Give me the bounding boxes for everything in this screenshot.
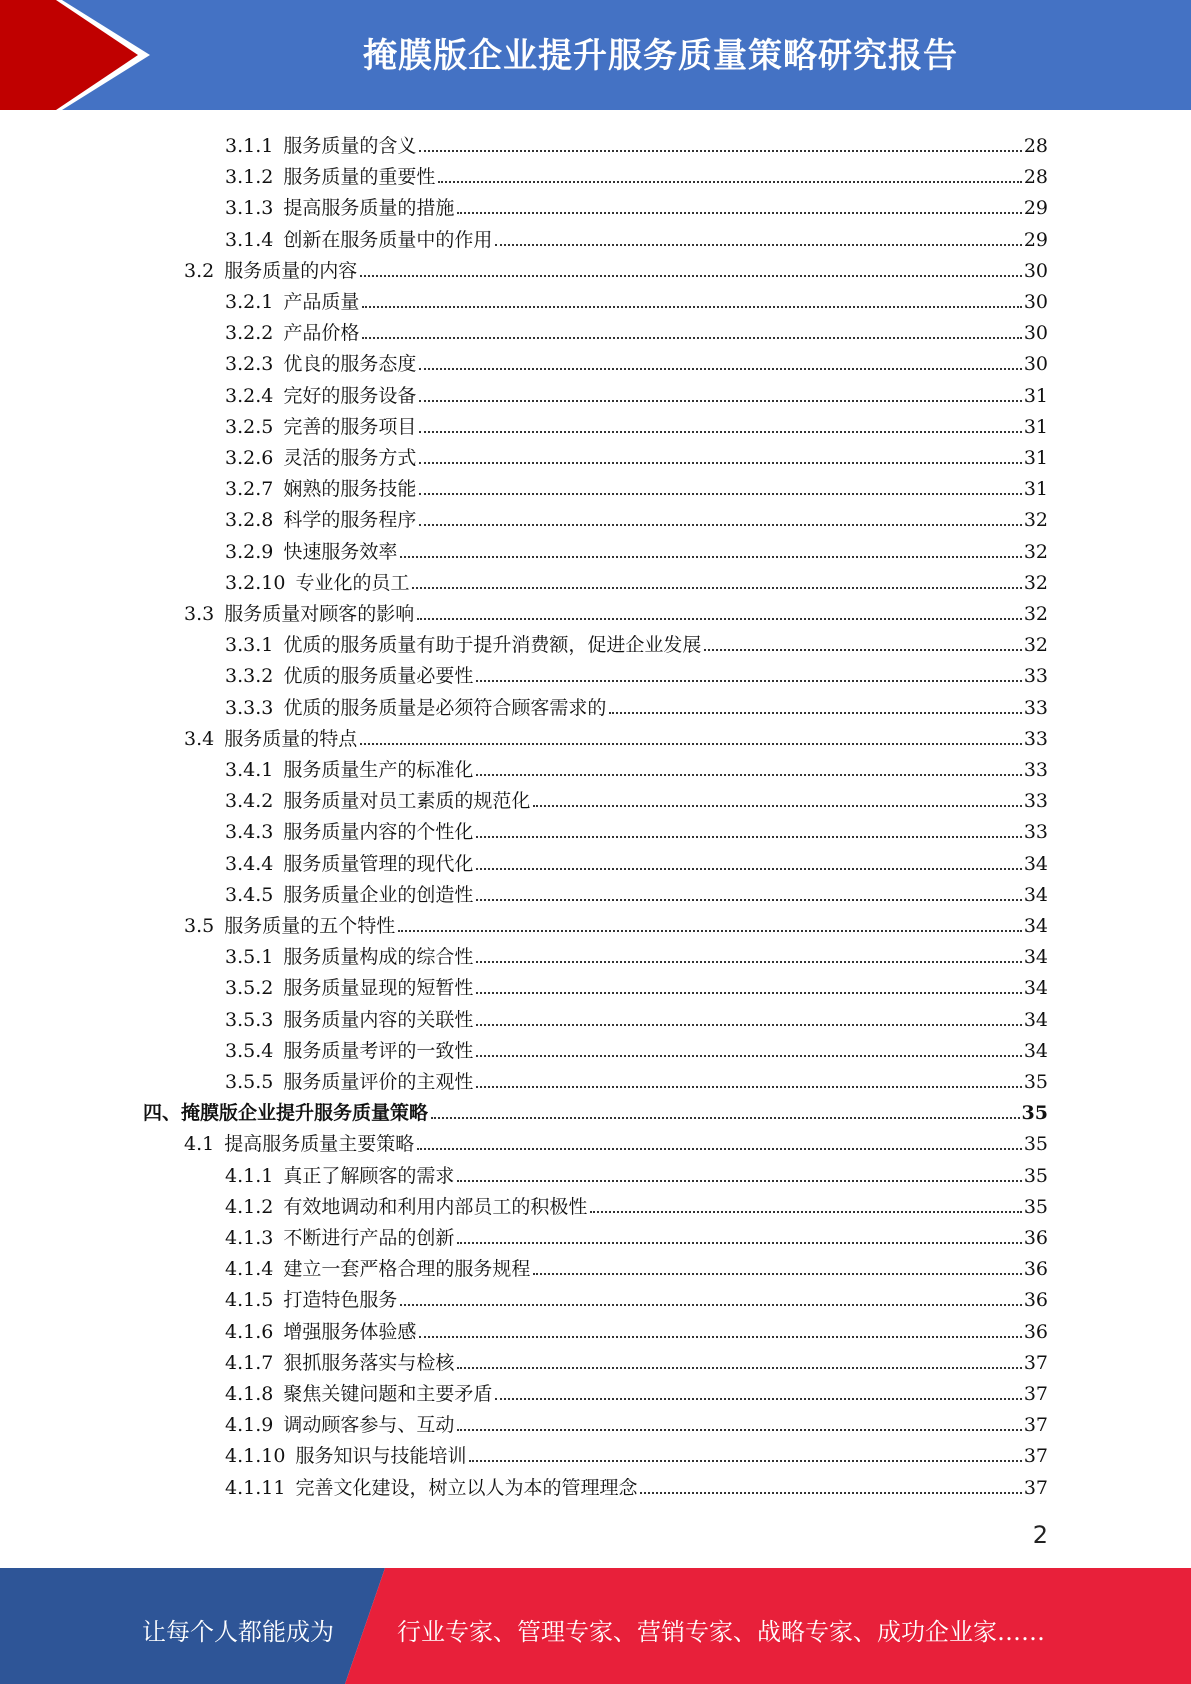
dot-leader (590, 1211, 1021, 1213)
toc-entry-title: 创新在服务质量中的作用 (283, 229, 493, 251)
toc-entry-page: 34 (1023, 977, 1048, 999)
toc-entry-title: 服务质量内容的个性化 (283, 821, 474, 843)
dot-leader (476, 1086, 1021, 1088)
toc-entry[interactable] (225, 313, 1048, 344)
toc-entry-title: 优质的服务质量是必须符合顾客需求的 (283, 697, 607, 719)
dot-leader (457, 1429, 1021, 1431)
toc-entry-number: 四、 (143, 1102, 182, 1124)
toc-entry[interactable] (225, 344, 1048, 375)
dot-leader (476, 868, 1021, 870)
toc-entry[interactable] (225, 376, 1048, 407)
dot-leader (419, 368, 1021, 370)
toc-entry-title: 服务质量内容的关联性 (283, 1009, 474, 1031)
dot-leader (476, 680, 1021, 682)
dot-leader (476, 1024, 1021, 1026)
toc-entry-number: 3.4.4 (225, 853, 274, 875)
toc-entry-number: 4.1.11 (225, 1477, 286, 1499)
toc-entry-number: 4.1.3 (225, 1227, 274, 1249)
toc-entry-number: 4.1.1 (225, 1165, 274, 1187)
toc-entry-title: 优良的服务态度 (283, 353, 417, 375)
toc-entry-number: 3.5.5 (225, 1071, 274, 1093)
toc-entry-number: 3.4.2 (225, 790, 274, 812)
toc-entry-number: 3.5 (184, 915, 215, 937)
toc-entry-number: 3.3 (184, 603, 215, 625)
toc-entry-page: 31 (1023, 385, 1048, 407)
toc-entry[interactable] (225, 157, 1048, 188)
toc-entry-number: 3.2.8 (225, 509, 274, 531)
toc-entry-page: 32 (1023, 572, 1048, 594)
toc-entry-title: 完善文化建设，树立以人为本的管理理念 (295, 1477, 638, 1499)
toc-entry-title: 不断进行产品的创新 (283, 1227, 455, 1249)
dot-leader (419, 431, 1021, 433)
toc-entry[interactable] (225, 968, 1048, 999)
toc-entry[interactable] (225, 750, 1048, 781)
toc-entry[interactable] (225, 1343, 1048, 1374)
dot-leader (360, 743, 1022, 745)
toc-entry-number: 3.4.1 (225, 759, 274, 781)
toc-entry-page: 32 (1023, 603, 1048, 625)
toc-entry[interactable] (225, 1436, 1048, 1467)
dot-leader (609, 712, 1021, 714)
toc-entry[interactable] (225, 1280, 1048, 1311)
toc-entry-number: 3.2.3 (225, 353, 274, 375)
dot-leader (438, 181, 1021, 183)
toc-entry[interactable] (184, 906, 1048, 937)
toc-entry[interactable] (225, 1312, 1048, 1343)
toc-entry-number: 3.4.5 (225, 884, 274, 906)
page-footer (0, 1568, 1191, 1684)
toc-entry-page: 33 (1023, 790, 1048, 812)
toc-entry-page: 33 (1023, 821, 1048, 843)
toc-entry-page: 33 (1023, 759, 1048, 781)
page-number: 2 (1032, 1521, 1048, 1549)
toc-entry-number: 4.1.9 (225, 1414, 274, 1436)
toc-entry-page: 34 (1023, 1009, 1048, 1031)
toc-entry-title: 服务质量企业的创造性 (283, 884, 474, 906)
toc-entry-page: 33 (1023, 728, 1048, 750)
toc-entry[interactable] (225, 1187, 1048, 1218)
dot-leader (640, 1492, 1021, 1494)
toc-entry-title: 产品质量 (283, 291, 360, 313)
footer-slogan-left: 让每个人都能成为 (142, 1618, 334, 1646)
toc-entry-page: 32 (1023, 509, 1048, 531)
toc-entry-page: 30 (1023, 322, 1048, 344)
toc-entry[interactable] (225, 220, 1048, 251)
dot-leader (419, 400, 1021, 402)
toc-entry-page: 34 (1023, 853, 1048, 875)
toc-entry[interactable] (225, 1062, 1048, 1093)
dot-leader (476, 992, 1021, 994)
toc-entry-number: 3.5.3 (225, 1009, 274, 1031)
toc-entry-title: 快速服务效率 (283, 541, 398, 563)
dot-leader (476, 774, 1021, 776)
dot-leader (476, 836, 1021, 838)
toc-entry-page: 36 (1023, 1258, 1048, 1280)
toc-entry-title: 服务质量生产的标准化 (283, 759, 474, 781)
toc-entry-number: 3.1.3 (225, 197, 274, 219)
toc-entry-title: 服务质量对员工素质的规范化 (283, 790, 531, 812)
toc-entry-title: 建立一套严格合理的服务规程 (283, 1258, 531, 1280)
dot-leader (400, 556, 1021, 558)
toc-entry[interactable] (225, 282, 1048, 313)
dot-leader (533, 805, 1021, 807)
toc-entry-number: 3.1.1 (225, 135, 274, 157)
dot-leader (469, 1460, 1021, 1462)
report-title: 掩膜版企业提升服务质量策略研究报告 (363, 36, 958, 76)
toc-entry[interactable] (184, 719, 1048, 750)
dot-leader (457, 212, 1021, 214)
toc-entry[interactable] (225, 1000, 1048, 1031)
toc-entry[interactable] (225, 563, 1048, 594)
toc-entry-title: 调动顾客参与、互动 (283, 1414, 455, 1436)
dot-leader (362, 306, 1021, 308)
dot-leader (398, 930, 1022, 932)
toc-entry-title: 服务质量的五个特性 (224, 915, 396, 937)
footer-slogan-right: 行业专家、管理专家、营销专家、战略专家、成功企业家…… (397, 1618, 1045, 1646)
toc-entry-page: 31 (1023, 478, 1048, 500)
dot-leader (412, 587, 1021, 589)
toc-entry[interactable] (225, 188, 1048, 219)
dot-leader (476, 961, 1021, 963)
toc-entry-title: 服务质量的含义 (283, 135, 417, 157)
toc-entry[interactable] (225, 781, 1048, 812)
toc-entry-page: 37 (1023, 1383, 1048, 1405)
toc-entry-page: 35 (1023, 1133, 1048, 1155)
toc-entry-number: 3.2.5 (225, 416, 274, 438)
toc-entry[interactable] (225, 1405, 1048, 1436)
dot-leader (419, 150, 1021, 152)
toc-entry-page: 37 (1023, 1445, 1048, 1467)
toc-entry-number: 3.2 (184, 260, 215, 282)
toc-entry[interactable] (184, 594, 1048, 625)
dot-leader (417, 1148, 1022, 1150)
toc-entry[interactable] (225, 532, 1048, 563)
toc-entry-number: 3.5.1 (225, 946, 274, 968)
toc-entry-page: 35 (1023, 1165, 1048, 1187)
toc-entry-title: 服务质量考评的一致性 (283, 1040, 474, 1062)
toc-entry[interactable] (184, 251, 1048, 282)
toc-entry-page: 31 (1023, 447, 1048, 469)
toc-entry[interactable] (225, 438, 1048, 469)
toc-entry-title: 提高服务质量主要策略 (224, 1133, 415, 1155)
toc-entry-number: 3.4.3 (225, 821, 274, 843)
toc-entry-page: 33 (1023, 697, 1048, 719)
toc-entry-title: 真正了解顾客的需求 (283, 1165, 455, 1187)
toc-entry-number: 3.2.4 (225, 385, 274, 407)
toc-entry-page: 30 (1023, 260, 1048, 282)
toc-entry-title: 完善的服务项目 (283, 416, 417, 438)
toc-entry[interactable] (225, 688, 1048, 719)
toc-entry-page: 30 (1023, 353, 1048, 375)
dot-leader (360, 275, 1022, 277)
toc-entry-page: 29 (1023, 197, 1048, 219)
toc-entry[interactable] (225, 500, 1048, 531)
toc-entry[interactable] (143, 1093, 1048, 1124)
dot-leader (400, 1304, 1021, 1306)
toc-entry-number: 4.1.4 (225, 1258, 274, 1280)
toc-entry-page: 35 (1023, 1071, 1048, 1093)
dot-leader (457, 1367, 1021, 1369)
toc-entry-title: 打造特色服务 (283, 1289, 398, 1311)
toc-entry-page: 34 (1023, 1040, 1048, 1062)
toc-entry-title: 狠抓服务落实与检核 (283, 1352, 455, 1374)
dot-leader (431, 1117, 1020, 1119)
toc-entry-title: 科学的服务程序 (283, 509, 417, 531)
toc-entry-page: 28 (1023, 166, 1048, 188)
toc-entry-number: 3.4 (184, 728, 215, 750)
dot-leader (419, 462, 1021, 464)
toc-entry-number: 3.2.10 (225, 572, 286, 594)
toc-entry-page: 30 (1023, 291, 1048, 313)
toc-entry-number: 4.1.2 (225, 1196, 274, 1218)
toc-entry-page: 35 (1021, 1102, 1048, 1124)
toc-entry-title: 聚焦关键问题和主要矛盾 (283, 1383, 493, 1405)
toc-entry-title: 服务质量的内容 (224, 260, 358, 282)
toc-entry-title: 掩膜版企业提升服务质量策略 (181, 1102, 429, 1124)
toc-entry-page: 36 (1023, 1321, 1048, 1343)
toc-entry-title: 专业化的员工 (295, 572, 410, 594)
toc-entry-title: 服务质量评价的主观性 (283, 1071, 474, 1093)
toc-entry-number: 3.5.4 (225, 1040, 274, 1062)
page-header (0, 0, 1191, 110)
dot-leader (704, 649, 1021, 651)
toc-entry-page: 36 (1023, 1227, 1048, 1249)
toc-entry-page: 34 (1023, 946, 1048, 968)
toc-entry-title: 服务质量构成的综合性 (283, 946, 474, 968)
toc-entry-page: 31 (1023, 416, 1048, 438)
toc-entry-page: 28 (1023, 135, 1048, 157)
toc-entry-title: 提高服务质量的措施 (283, 197, 455, 219)
toc-entry-page: 35 (1023, 1196, 1048, 1218)
toc-entry[interactable] (225, 1374, 1048, 1405)
toc-entry[interactable] (225, 656, 1048, 687)
dot-leader (533, 1273, 1021, 1275)
toc-entry-number: 4.1.5 (225, 1289, 274, 1311)
toc-entry-page: 32 (1023, 634, 1048, 656)
toc-entry[interactable] (225, 1156, 1048, 1187)
dot-leader (419, 524, 1021, 526)
toc-entry-number: 3.2.1 (225, 291, 274, 313)
dot-leader (362, 337, 1021, 339)
dot-leader (419, 493, 1021, 495)
toc-entry-title: 娴熟的服务技能 (283, 478, 417, 500)
toc-entry[interactable] (225, 407, 1048, 438)
toc-entry-page: 37 (1023, 1352, 1048, 1374)
dot-leader (457, 1180, 1021, 1182)
dot-leader (476, 899, 1021, 901)
toc-entry-title: 产品价格 (283, 322, 360, 344)
toc-entry[interactable] (225, 126, 1048, 157)
toc-entry-title: 灵活的服务方式 (283, 447, 417, 469)
toc-entry-number: 3.1.2 (225, 166, 274, 188)
toc-entry-page: 34 (1023, 915, 1048, 937)
toc-entry-title: 完好的服务设备 (283, 385, 417, 407)
toc-entry[interactable] (225, 844, 1048, 875)
toc-entry[interactable] (184, 1124, 1048, 1155)
dot-leader (417, 618, 1022, 620)
toc-entry[interactable] (225, 1468, 1048, 1499)
dot-leader (457, 1242, 1021, 1244)
toc-entry-number: 3.2.6 (225, 447, 274, 469)
toc-entry-title: 服务质量管理的现代化 (283, 853, 474, 875)
toc-entry[interactable] (225, 469, 1048, 500)
toc-entry-page: 33 (1023, 665, 1048, 687)
toc-entry-title: 服务质量对顾客的影响 (224, 603, 415, 625)
toc-entry-title: 服务质量的重要性 (283, 166, 436, 188)
toc-entry-title: 优质的服务质量必要性 (283, 665, 474, 687)
toc-entry[interactable] (225, 1218, 1048, 1249)
toc-entry-number: 4.1.8 (225, 1383, 274, 1405)
toc-entry-page: 29 (1023, 229, 1048, 251)
toc-entry-title: 增强服务体验感 (283, 1321, 417, 1343)
toc-entry-number: 4.1 (184, 1133, 215, 1155)
toc-entry-number: 3.2.9 (225, 541, 274, 563)
toc-entry-title: 服务质量显现的短暂性 (283, 977, 474, 999)
red-chevron-icon (0, 0, 160, 110)
toc-entry[interactable] (225, 1031, 1048, 1062)
dot-leader (495, 244, 1021, 246)
toc-entry-number: 3.2.2 (225, 322, 274, 344)
toc-entry-page: 34 (1023, 884, 1048, 906)
toc-entry-number: 4.1.6 (225, 1321, 274, 1343)
toc-entry[interactable] (225, 812, 1048, 843)
toc-entry-title: 优质的服务质量有助于提升消费额，促进企业发展 (283, 634, 702, 656)
toc-entry-number: 3.5.2 (225, 977, 274, 999)
toc-entry[interactable] (225, 875, 1048, 906)
toc-entry-title: 服务质量的特点 (224, 728, 358, 750)
dot-leader (476, 1055, 1021, 1057)
toc-entry-title: 有效地调动和利用内部员工的积极性 (283, 1196, 588, 1218)
toc-entry-number: 4.1.10 (225, 1445, 286, 1467)
dot-leader (419, 1336, 1021, 1338)
toc-entry-page: 37 (1023, 1477, 1048, 1499)
toc-entry[interactable] (225, 625, 1048, 656)
toc-entry[interactable] (225, 1249, 1048, 1280)
toc-entry-number: 3.2.7 (225, 478, 274, 500)
toc-entry-page: 32 (1023, 541, 1048, 563)
toc-entry-number: 3.3.2 (225, 665, 274, 687)
toc-entry-page: 36 (1023, 1289, 1048, 1311)
toc-entry-number: 3.1.4 (225, 229, 274, 251)
toc-entry[interactable] (225, 937, 1048, 968)
toc-entry-number: 4.1.7 (225, 1352, 274, 1374)
toc-entry-page: 37 (1023, 1414, 1048, 1436)
toc-entry-title: 服务知识与技能培训 (295, 1445, 467, 1467)
dot-leader (495, 1398, 1021, 1400)
toc-entry-number: 3.3.1 (225, 634, 274, 656)
toc-entry-number: 3.3.3 (225, 697, 274, 719)
